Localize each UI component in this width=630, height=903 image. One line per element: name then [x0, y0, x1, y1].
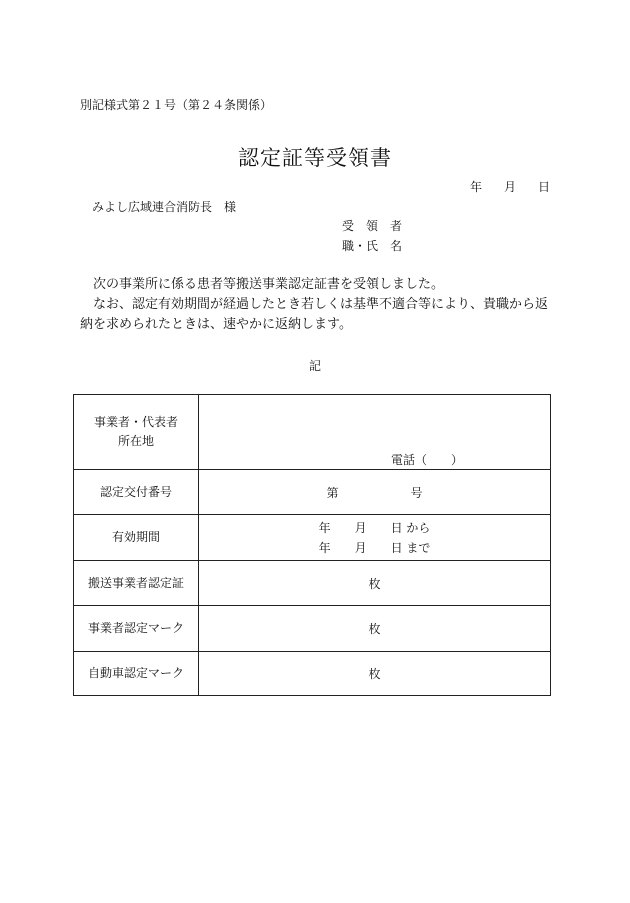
details-table: [73, 394, 551, 696]
validity-from: 年 月 日 から: [318, 520, 431, 535]
record-mark: 記: [308, 359, 321, 373]
vehicle-mark-label: 自動車認定マーク: [74, 652, 199, 696]
date-line: [470, 178, 550, 195]
validity-value: [199, 515, 551, 561]
table-row-operator-mark: [74, 606, 551, 652]
body-text: [80, 275, 555, 335]
body-paragraph-2: なお、認定有効期間が経過したとき若しくは基準不適合等により、貴職から返納を求められたときは、速やかに返納します。: [80, 297, 549, 332]
validity-to: 年 月 日 まで: [318, 540, 431, 555]
cert-number-value: 第 号: [199, 470, 551, 515]
form-number: 別記様式第２１号（第２４条関係）: [80, 98, 273, 112]
transport-cert-value: 枚: [199, 561, 551, 606]
validity-label: 有効期間: [74, 515, 199, 561]
table-row-transport-cert: [74, 561, 551, 606]
operator-label: 事業者・代表者 所在地: [74, 395, 199, 470]
operator-mark-value: 枚: [199, 606, 551, 652]
operator-mark-label: 事業者認定マーク: [74, 606, 199, 652]
vehicle-mark-value: 枚: [199, 652, 551, 696]
addressee: みよし広域連合消防長 様: [92, 200, 237, 214]
recipient-label: 受 領 者: [342, 219, 403, 233]
table-row-operator: [74, 395, 551, 470]
body-paragraph-1: 次の事業所に係る患者等搬送事業認定証書を受領しました。: [93, 277, 445, 292]
date-year: 年: [470, 180, 483, 194]
position-name-label: 職・氏 名: [342, 239, 403, 253]
table-row-cert-number: [74, 470, 551, 515]
cert-number-label: 認定交付番号: [74, 470, 199, 515]
transport-cert-label: 搬送事業者認定証: [74, 561, 199, 606]
page-title: 認定証等受領書: [238, 146, 392, 170]
table-row-vehicle-mark: [74, 652, 551, 696]
phone-label: 電話（ ）: [391, 453, 464, 467]
date-day: 日: [538, 180, 551, 194]
operator-value: [199, 395, 551, 470]
table-row-validity: [74, 515, 551, 561]
date-month: 月: [504, 180, 517, 194]
